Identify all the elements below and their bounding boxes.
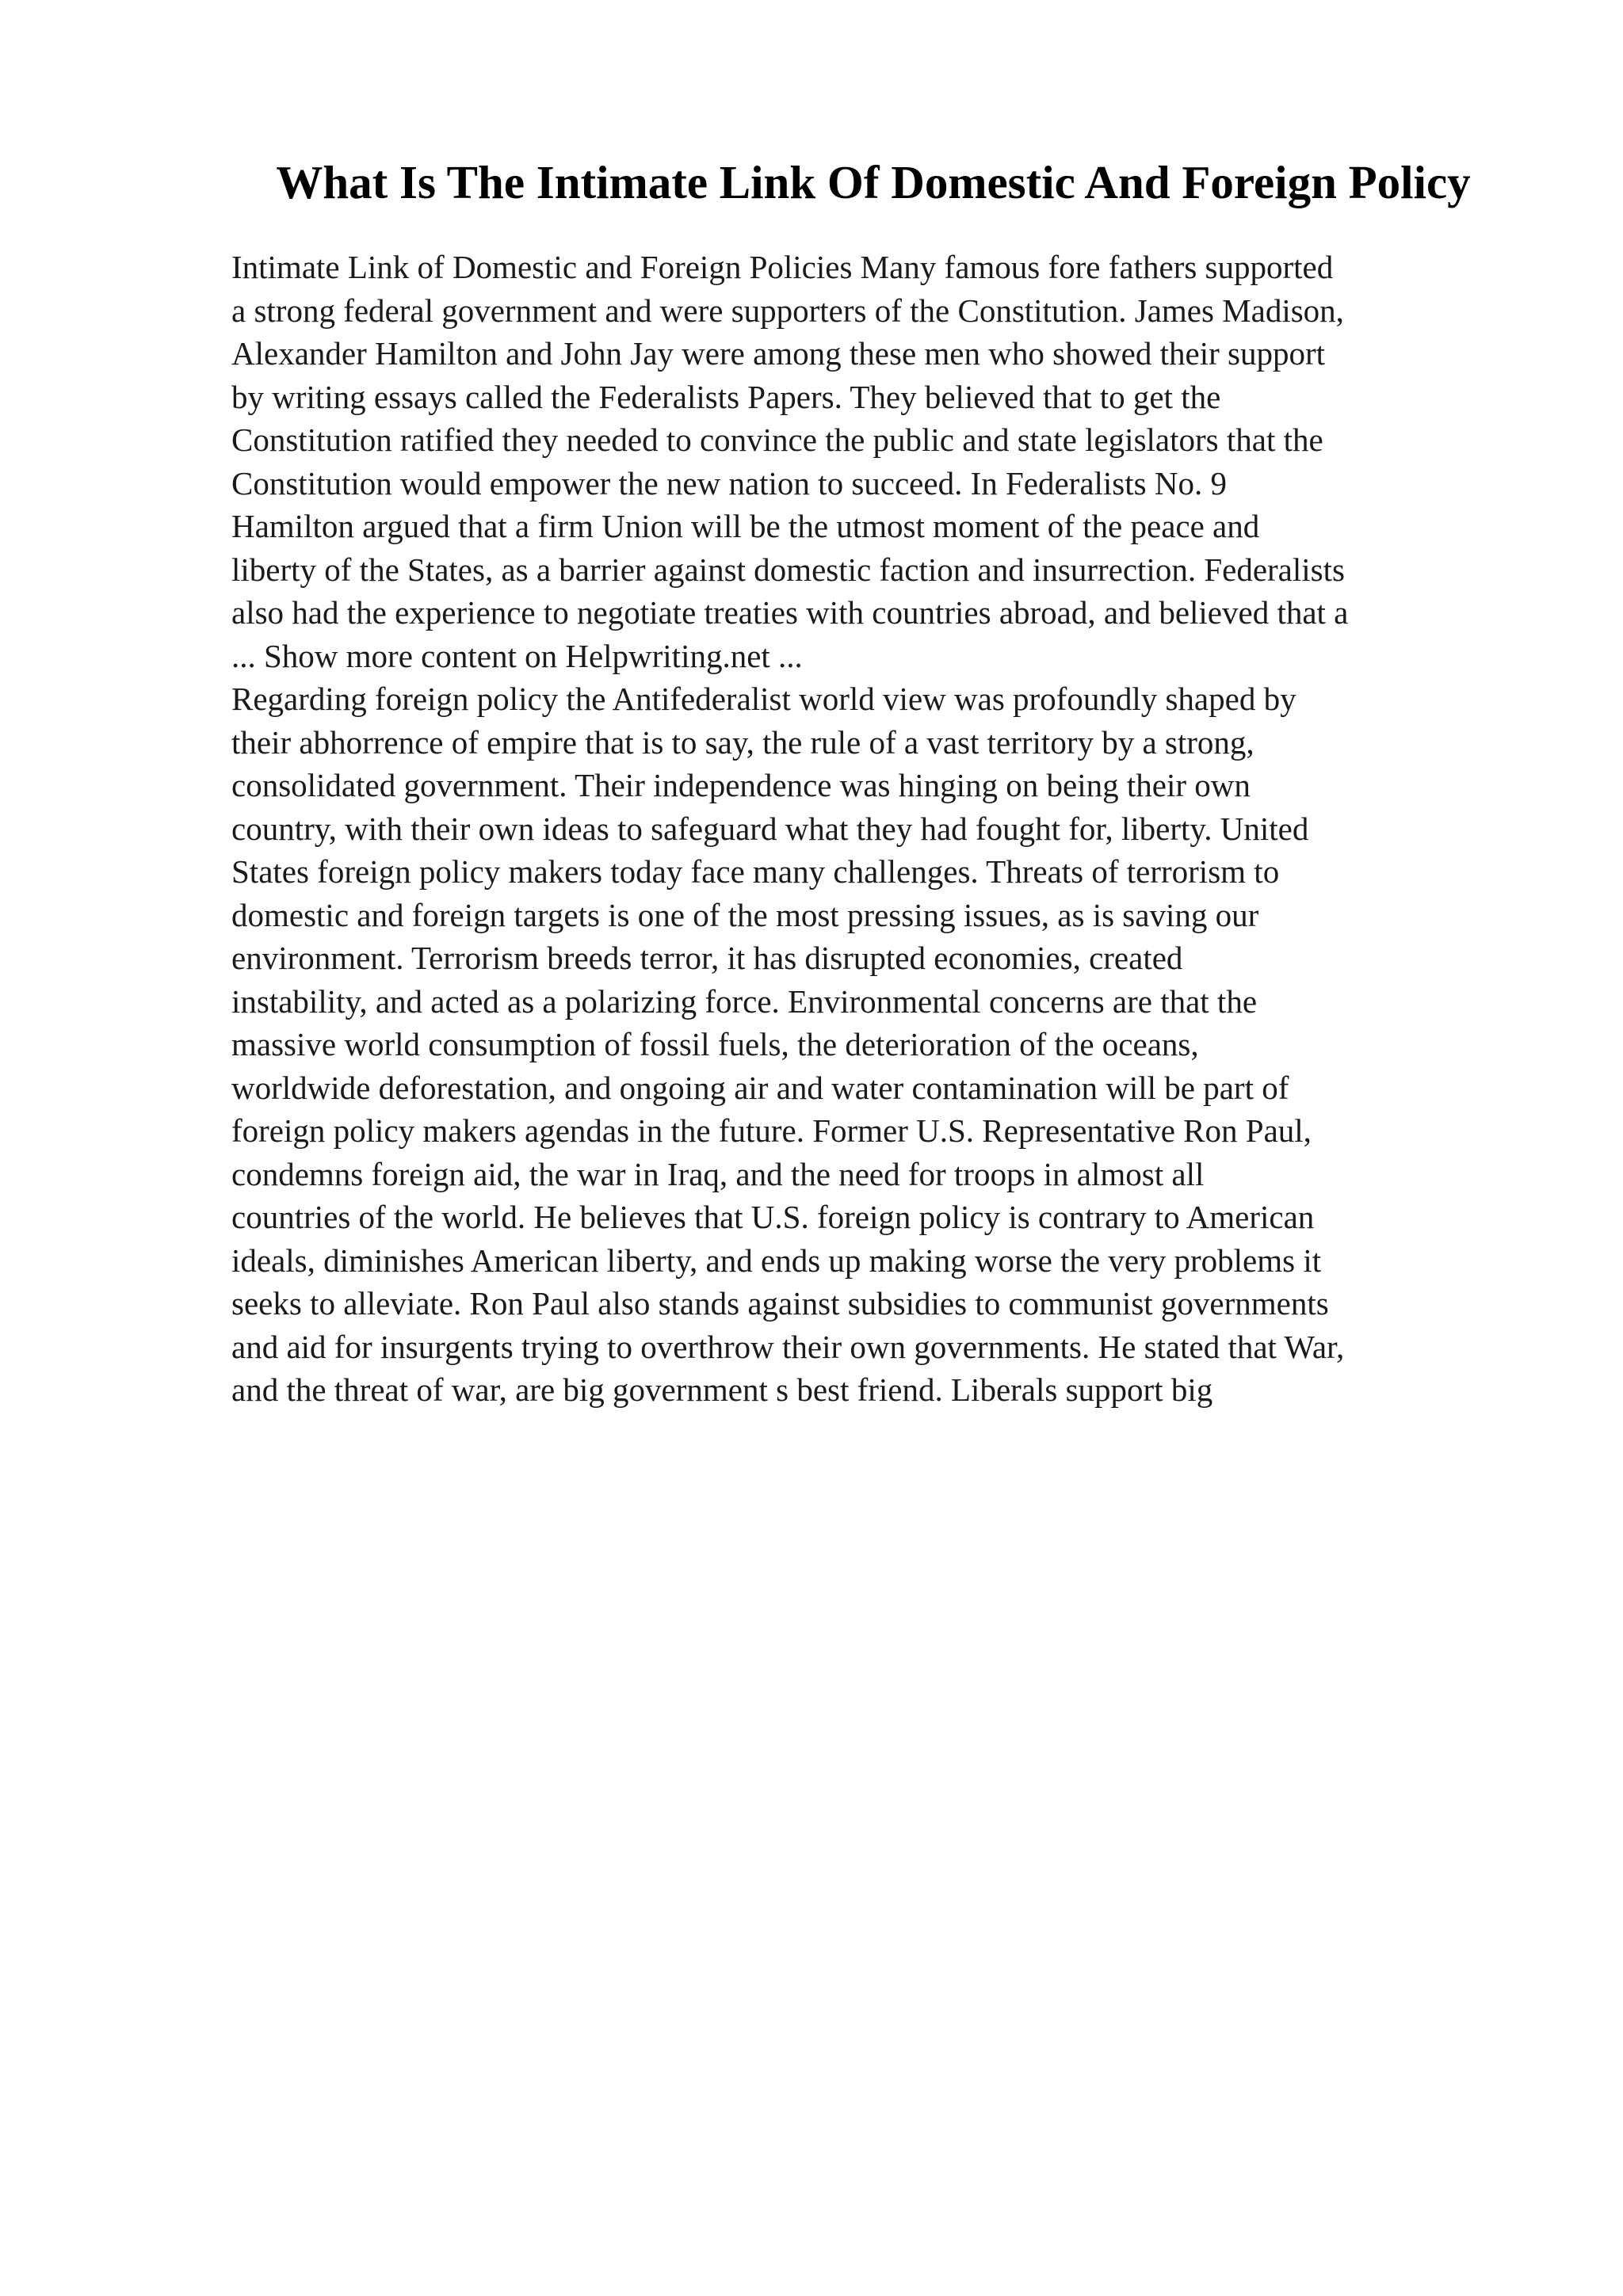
body-line: Constitution ratified they needed to convince the public and state legislators that the (231, 421, 1323, 458)
body-line: Intimate Link of Domestic and Foreign Policies Many famous fore fathers supported (231, 249, 1334, 285)
document-body (231, 246, 1531, 1412)
body-line: Hamilton argued that a firm Union will be the utmost moment of the peace and (231, 508, 1260, 544)
body-line: liberty of the States, as a barrier against domestic faction and insurrection. Federalists (231, 551, 1345, 588)
body-line: and aid for insurgents trying to overthrow their own governments. He stated that War, (231, 1328, 1345, 1365)
body-line: worldwide deforestation, and ongoing air and water contamination will be part of (231, 1069, 1289, 1106)
body-line: States foreign policy makers today face many challenges. Threats of terrorism to (231, 853, 1280, 890)
body-line: seeks to alleviate. Ron Paul also stands against subsidies to communist governments (231, 1285, 1329, 1322)
body-line: ideals, diminishes American liberty, and ends up making worse the very problems it (231, 1241, 1322, 1279)
body-line: Alexander Hamilton and John Jay were among these men who showed their support (231, 335, 1326, 372)
body-line: domestic and foreign targets is one of the most pressing issues, as is saving our (231, 896, 1259, 933)
body-line: by writing essays called the Federalists Papers. They believed that to get the (231, 378, 1221, 415)
body-line: foreign policy makers agendas in the future. Former U.S. Representative Ron Paul, (231, 1112, 1312, 1149)
body-line: consolidated government. Their independence was hinging on being their own (231, 767, 1251, 803)
body-line: Regarding foreign policy the Antifederalist world view was profoundly shaped by (231, 681, 1296, 717)
body-line: also had the experience to negotiate treaties with countries abroad, and believed that a (231, 594, 1349, 631)
body-line: countries of the world. He believes that U.S. foreign policy is contrary to American (231, 1199, 1315, 1235)
body-line: environment. Terrorism breeds terror, it has disrupted economies, created (231, 940, 1183, 976)
show-more-line: ... Show more content on Helpwriting.net ... (231, 637, 803, 674)
body-line: a strong federal government and were supporters of the Constitution. James Madison, (231, 292, 1344, 329)
body-line: instability, and acted as a polarizing force. Environmental concerns are that the (231, 982, 1258, 1020)
body-line: Constitution would empower the new nation to succeed. In Federalists No. 9 (231, 464, 1227, 502)
body-line: and the threat of war, are big government s best friend. Liberals support big (231, 1371, 1213, 1408)
body-line: their abhorrence of empire that is to say, the rule of a vast territory by a strong, (231, 723, 1254, 761)
document-title: What Is The Intimate Link Of Domestic And Foreign Policy (276, 156, 1471, 208)
body-line: massive world consumption of fossil fuels, the deterioration of the oceans, (231, 1026, 1199, 1062)
body-line: country, with their own ideas to safeguard what they had fought for, liberty. United (231, 810, 1309, 847)
body-line: condemns foreign aid, the war in Iraq, and the need for troops in almost all (231, 1155, 1205, 1192)
